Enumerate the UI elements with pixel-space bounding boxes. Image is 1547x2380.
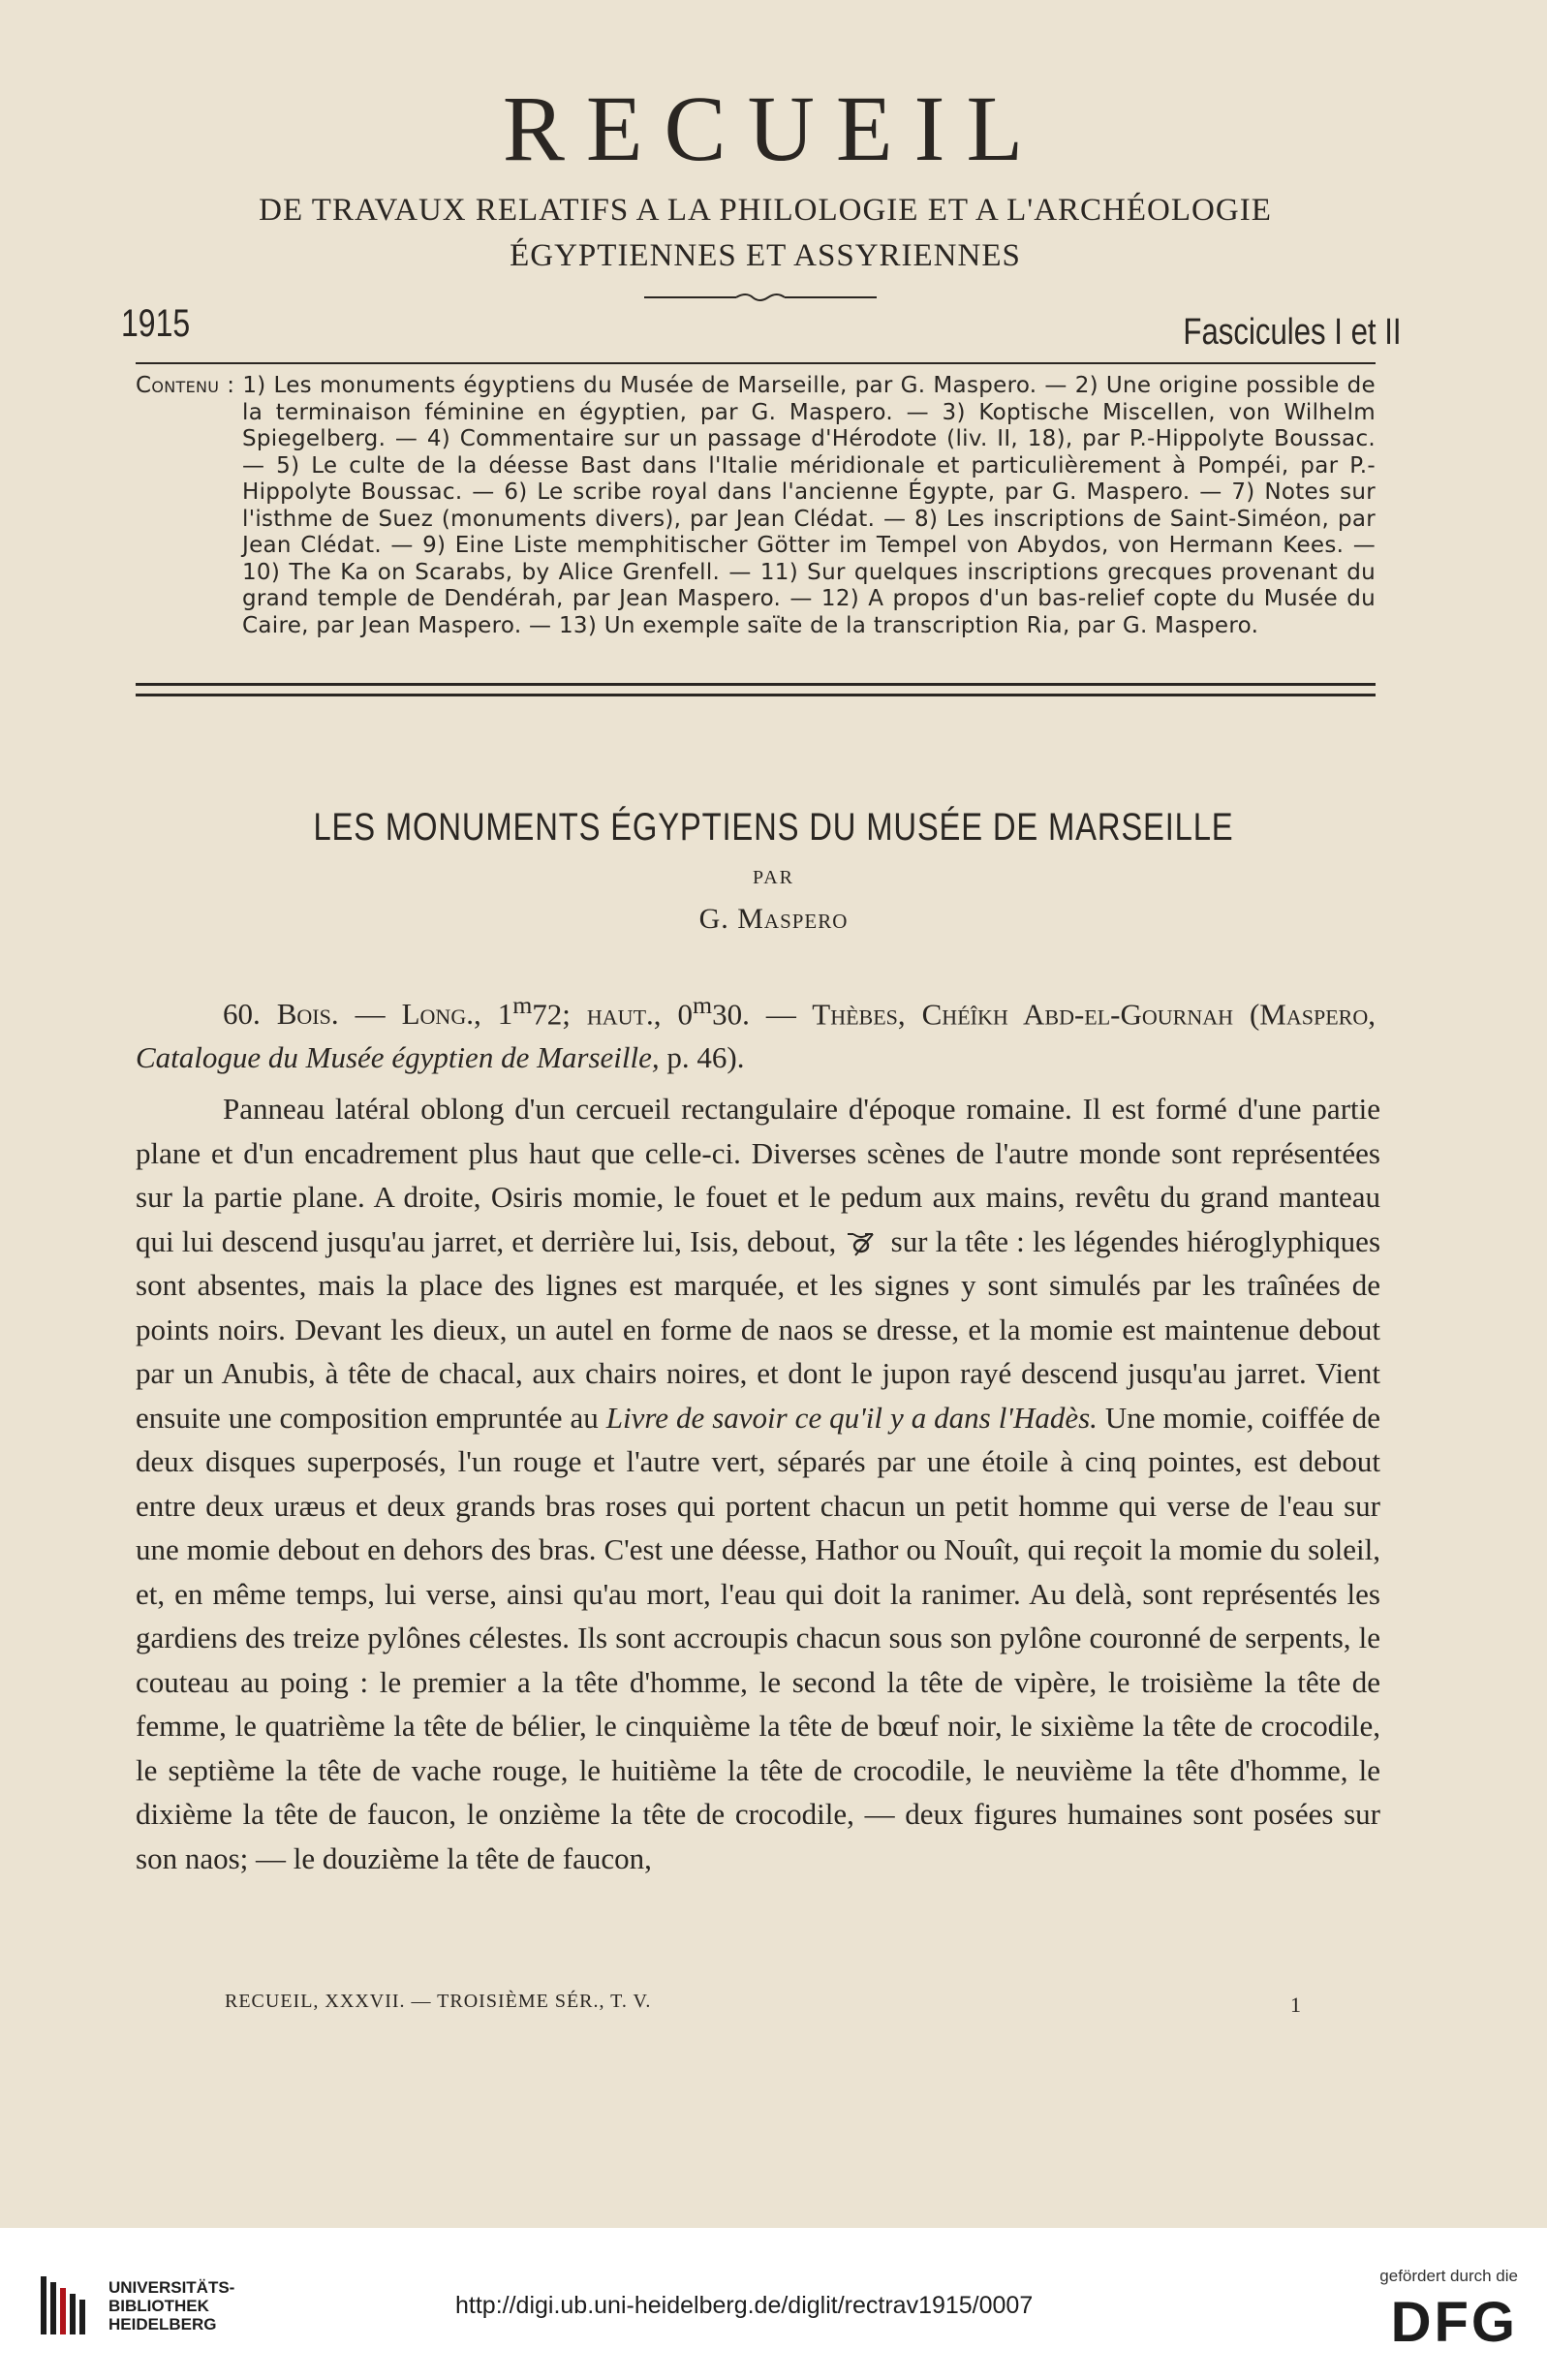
article-par: PAR [752,867,795,888]
page-footer-citation: RECUEIL, XXXVII. — TROISIÈME SÉR., T. V. [225,1991,652,2012]
double-rule [136,683,1376,696]
entry-catalogue-title: Catalogue du Musée égyptien de Marseille, [136,1040,660,1075]
funding-note: gefördert durch die [1379,2267,1518,2285]
digitization-banner [0,2228,1547,2380]
entry-sup-1: m [512,991,533,1019]
contents-lead: Contenu : [136,373,235,398]
entry-sup-2: m [693,991,713,1019]
body-italic-title: Livre de savoir ce qu'il y a dans l'Hadès. [605,1400,1098,1435]
ornament-divider [644,291,877,304]
catalogue-entry [136,983,1376,1079]
fascicule-label: Fascicules I et II [1183,312,1402,353]
entry-part-a: 60. Bois. — Long., 1 [223,997,513,1032]
contents-text: 1) Les monuments égyptiens du Musée de Marseille, par G. Maspero. — 2) Une origine possible de la terminaison féminine en égyptien, par G. Maspero. — 3) Koptische Miscellen, von Wilhelm Spiegelberg. — 4) Commentaire sur un passage d'Hérodote (liv. II, 18), par P.-Hippolyte Boussac. — 5) Le culte de la déesse Bast dans l'Italie méridionale et particulièrement à Pompéi, par P.-Hippolyte Boussac. — 6) Le scribe royal dans l'ancienne Égypte, par G. Maspero. — 7) Notes sur l'isthme de Suez (monuments divers), par Jean Clédat. — 8) Les inscriptions de Saint-Siméon, par Jean Clédat. — 9) Eine Liste memphitischer Götter im Tempel von Abydos, von Hermann Kees. — 10) The Ka on Scarabs, by Alice Grenfell. — 11) Sur quelques inscriptions grecques provenant du grand temple de Dendérah, par Jean Maspero. — 12) A propos d'un bas-relief copte du Musée du Caire, par Jean Maspero. — 13) Un exemple saïte de la transcription Ria, par G. Maspero. [242,373,1376,638]
article-body [136,1087,1380,1880]
library-name-line1: UNIVERSITÄTS- [108,2278,235,2297]
body-paragraph [136,1087,1380,1880]
library-name-line3: HEIDELBERG [108,2315,217,2334]
journal-title: RECUEIL [502,77,1045,180]
page-number: 1 [1290,1993,1301,2017]
entry-part-c: 30. — Thèbes, Chéîkh Abd-el-Gournah (Maspero, [712,997,1376,1032]
header-rule [136,362,1376,364]
table-of-contents [136,373,1376,639]
body-text-1: Panneau latéral oblong d'un cercueil rectangulaire d'époque romaine. Il est formé d'une partie plane et d'un encadrement plus haut que celle-ci. Diverses scènes de l'autre monde sont représentées sur la partie plane. A droite, Osiris momie, le fouet et le pedum aux mains, revêtu du grand manteau qui lui descend jusqu'au jarret, et derrière lui, Isis, debout, [136,1092,1380,1258]
university-library-logo-icon [39,2272,95,2338]
hieroglyph-icon [844,1230,882,1257]
volume-year: 1915 [121,302,191,345]
journal-subtitle-line1: DE TRAVAUX RELATIFS A LA PHILOLOGIE ET A L'ARCHÉOLOGIE [259,193,1272,228]
journal-subtitle-line2: ÉGYPTIENNES ET ASSYRIENNES [510,238,1021,273]
permalink-url[interactable]: http://digi.ub.uni-heidelberg.de/diglit/rectrav1915/0007 [455,2292,1034,2319]
library-name [108,2278,234,2334]
entry-part-d: p. 46). [659,1040,745,1075]
body-text-3: Une momie, coiffée de deux disques superposés, l'un rouge et l'autre vert, séparés par une étoile à cinq pointes, est debout entre deux uræus et deux grands bras roses qui portent chacun un petit homme qui verse de l'eau sur une momie debout en dehors des bras. C'est une déesse, Hathor ou Nouît, qui reçoit la momie du soleil, et, en même temps, lui verse, ainsi qu'au mort, l'eau qui doit la ranimer. Au delà, sont représentés les gardiens des treize pylônes célestes. Ils sont accroupis chacun sous son pylône couronné de serpents, le couteau au poing : le premier a la tête d'homme, le second la tête de vipère, le troisième la tête de femme, le quatrième la tête de bélier, le cinquième la tête de bœuf noir, le sixième la tête de crocodile, le septième la tête de vache rouge, le huitième la tête de crocodile, le neuvième la tête d'homme, le dixième la tête de faucon, le onzième la tête de crocodile, — deux figures humaines sont posées sur son naos; — le douzième la tête de faucon, [136,1400,1380,1875]
entry-part-b: 72; haut., 0 [532,997,693,1032]
article-author: G. Maspero [698,903,849,935]
library-name-line2: BIBLIOTHEK [108,2297,209,2315]
article-title: LES MONUMENTS ÉGYPTIENS DU MUSÉE DE MARSEILLE [313,806,1234,849]
dfg-logo: DFG [1390,2291,1518,2354]
body-text-2: sur la tête : les légendes hiéroglyphiques sont absentes, mais la place des lignes est marquée, et les signes y sont simulés par les traînées de points noirs. Devant les dieux, un autel en forme de naos se dresse, et la momie est maintenue debout par un Anubis, à tête de chacal, aux chairs noires, et dont le jupon rayé descend jusqu'au jarret. Vient ensuite une composition empruntée au [136,1223,1381,1435]
